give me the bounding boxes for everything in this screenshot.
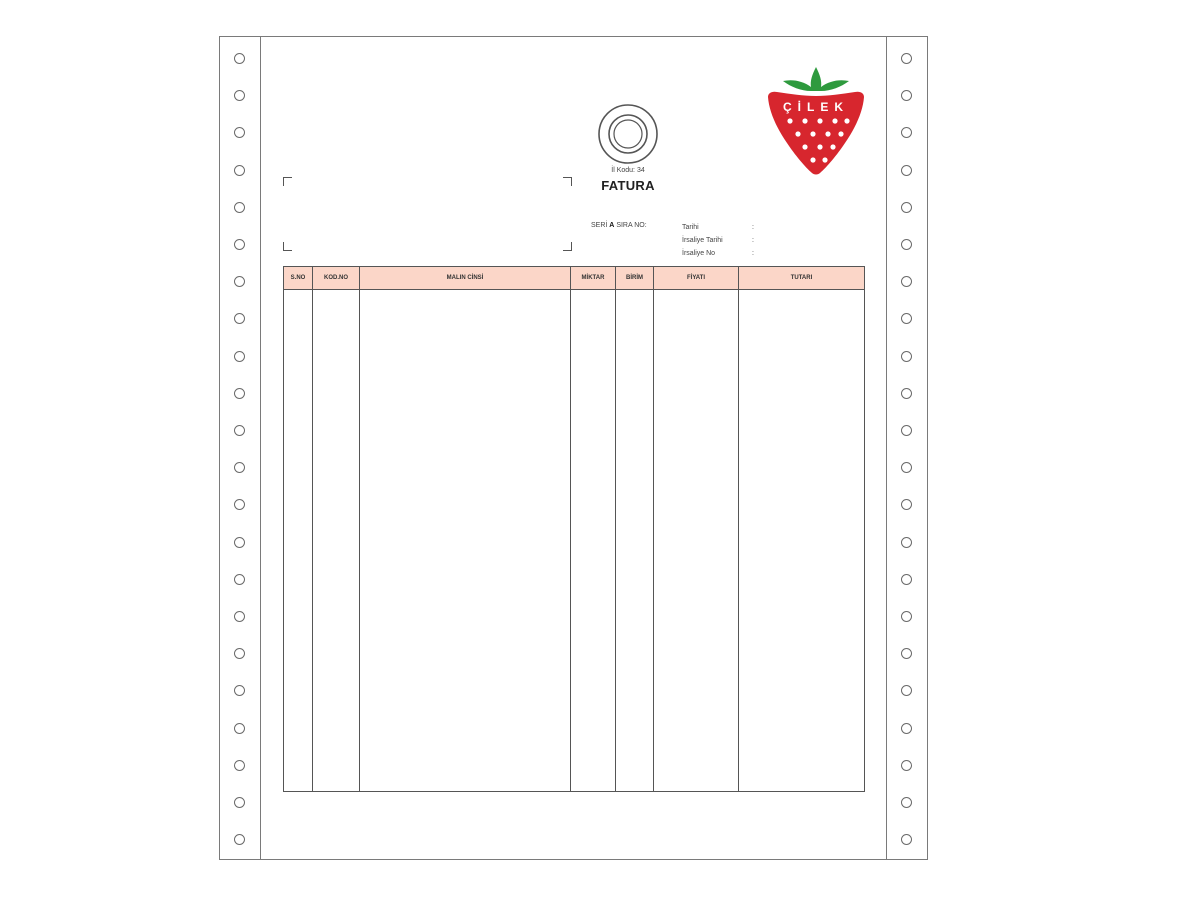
feed-hole (901, 127, 912, 138)
left-tractor-strip (220, 37, 261, 859)
feed-hole (234, 276, 245, 287)
feed-hole (901, 462, 912, 473)
feed-hole (234, 648, 245, 659)
invoice-items-table (283, 266, 865, 792)
feed-hole (234, 425, 245, 436)
feed-hole (234, 239, 245, 250)
feed-hole (901, 202, 912, 213)
meta-label: İrsaliye No (682, 250, 716, 257)
feed-hole (901, 723, 912, 734)
column-header-sno: S.NO (284, 267, 313, 290)
table-body-row (284, 290, 865, 792)
feed-hole (901, 574, 912, 585)
feed-hole (901, 611, 912, 622)
feed-hole (234, 53, 245, 64)
feed-hole (234, 90, 245, 101)
price-column-cell (654, 290, 739, 792)
serial-suffix: SIRA NO: (616, 222, 647, 229)
total-column-cell (739, 290, 865, 792)
document-title: FATURA (601, 178, 655, 193)
tax-office-code: İl Kodu: 34 (611, 167, 645, 174)
feed-hole (234, 574, 245, 585)
feed-hole (901, 760, 912, 771)
feed-hole (901, 834, 912, 845)
meta-separator: : (752, 224, 754, 231)
meta-row-date (682, 224, 758, 237)
feed-hole (901, 313, 912, 324)
meta-row-dispatch-no (682, 250, 758, 263)
column-header-price: FİYATI (654, 267, 739, 290)
feed-hole (234, 462, 245, 473)
feed-hole (234, 723, 245, 734)
column-header-quantity: MİKTAR (571, 267, 616, 290)
serial-letter: A (609, 222, 615, 229)
meta-label: İrsaliye Tarihi (682, 237, 723, 244)
sno-column-cell (284, 290, 313, 792)
address-box-corner (563, 177, 572, 186)
description-column-cell (360, 290, 571, 792)
feed-hole (234, 202, 245, 213)
feed-hole (901, 276, 912, 287)
meta-row-dispatch-date (682, 237, 758, 250)
feed-hole (234, 834, 245, 845)
address-box-corner (283, 242, 292, 251)
official-seal-icon (597, 103, 659, 165)
feed-hole (901, 53, 912, 64)
code-column-cell (313, 290, 360, 792)
address-box-corner (283, 177, 292, 186)
quantity-column-cell (571, 290, 616, 792)
meta-label: Tarihi (682, 224, 699, 231)
unit-column-cell (616, 290, 654, 792)
feed-hole (901, 388, 912, 399)
serial-prefix: SERİ (591, 222, 608, 229)
table-header-row (284, 267, 865, 290)
feed-hole (901, 165, 912, 176)
feed-hole (234, 797, 245, 808)
column-header-code: KOD.NO (313, 267, 360, 290)
feed-hole (234, 127, 245, 138)
feed-hole (901, 351, 912, 362)
serial-number-label (591, 222, 647, 229)
feed-hole (234, 388, 245, 399)
feed-hole (234, 313, 245, 324)
feed-hole (234, 611, 245, 622)
feed-hole (234, 351, 245, 362)
address-box-corner (563, 242, 572, 251)
feed-hole (234, 537, 245, 548)
logo-text: ÇİLEK (783, 100, 849, 114)
feed-hole (234, 760, 245, 771)
strawberry-logo-icon (763, 63, 869, 175)
invoice-meta-fields (682, 224, 758, 263)
column-header-total: TUTARI (739, 267, 865, 290)
feed-hole (901, 685, 912, 696)
meta-separator: : (752, 237, 754, 244)
feed-hole (901, 239, 912, 250)
strawberry-leaves (783, 67, 849, 91)
feed-hole (234, 165, 245, 176)
feed-hole (901, 648, 912, 659)
column-header-unit: BİRİM (616, 267, 654, 290)
feed-hole (901, 90, 912, 101)
continuous-invoice-form (219, 36, 928, 860)
feed-hole (234, 499, 245, 510)
feed-hole (901, 797, 912, 808)
right-tractor-strip (886, 37, 927, 859)
column-header-description: MALIN CİNSİ (360, 267, 571, 290)
meta-separator: : (752, 250, 754, 257)
feed-hole (901, 537, 912, 548)
feed-hole (901, 425, 912, 436)
feed-hole (901, 499, 912, 510)
feed-hole (234, 685, 245, 696)
